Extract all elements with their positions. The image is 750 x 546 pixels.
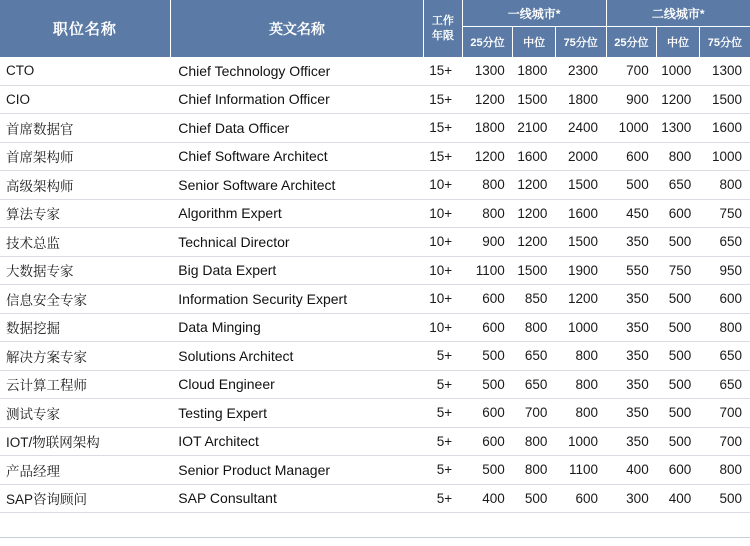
cell-tier1-median: 1500 — [513, 256, 556, 285]
table-row — [0, 342, 750, 371]
cell-position-cn: SAP咨询顾问 — [0, 484, 170, 513]
cell-tier2-median: 750 — [657, 256, 700, 285]
cell-tier1-median: 1200 — [513, 228, 556, 257]
header-position-en: 英文名称 — [170, 0, 423, 57]
cell-tier1-median: 1200 — [513, 199, 556, 228]
cell-position-en: Chief Technology Officer — [170, 57, 423, 85]
cell-years: 5+ — [424, 456, 463, 485]
cell-tier2-p75: 750 — [699, 199, 750, 228]
table-row — [0, 114, 750, 143]
cell-tier1-median: 650 — [513, 370, 556, 399]
table-row — [0, 85, 750, 114]
table-row — [0, 57, 750, 85]
cell-tier1-median: 700 — [513, 399, 556, 428]
cell-tier1-p75: 1000 — [555, 427, 606, 456]
cell-tier2-median: 1000 — [657, 57, 700, 85]
cell-tier1-median: 1500 — [513, 85, 556, 114]
cell-tier1-median: 800 — [513, 456, 556, 485]
cell-tier2-p25: 350 — [606, 427, 657, 456]
cell-tier2-median: 600 — [657, 199, 700, 228]
header-tier1-p25: 25分位 — [462, 27, 513, 58]
cell-position-en: Testing Expert — [170, 399, 423, 428]
cell-tier2-median: 600 — [657, 456, 700, 485]
cell-tier2-p75: 950 — [699, 256, 750, 285]
cell-tier2-median: 1300 — [657, 114, 700, 143]
cell-tier1-median: 1200 — [513, 171, 556, 200]
header-position-cn: 职位名称 — [0, 0, 170, 57]
cell-years: 10+ — [424, 256, 463, 285]
cell-tier2-median: 500 — [657, 427, 700, 456]
cell-position-en: IOT Architect — [170, 427, 423, 456]
cell-tier2-median: 500 — [657, 228, 700, 257]
cell-tier1-median: 1600 — [513, 142, 556, 171]
table-body — [0, 57, 750, 513]
cell-tier1-p25: 800 — [462, 199, 513, 228]
table-row — [0, 142, 750, 171]
cell-years: 15+ — [424, 85, 463, 114]
cell-position-en: Information Security Expert — [170, 285, 423, 314]
cell-tier1-p25: 600 — [462, 313, 513, 342]
cell-tier1-median: 650 — [513, 342, 556, 371]
cell-tier2-median: 500 — [657, 342, 700, 371]
cell-tier1-median: 1800 — [513, 57, 556, 85]
cell-tier2-median: 500 — [657, 399, 700, 428]
cell-position-cn: 解决方案专家 — [0, 342, 170, 371]
cell-tier2-p75: 1000 — [699, 142, 750, 171]
cell-tier2-p75: 800 — [699, 313, 750, 342]
cell-tier1-p25: 1800 — [462, 114, 513, 143]
cell-tier1-p75: 1900 — [555, 256, 606, 285]
header-tier2-p75: 75分位 — [699, 27, 750, 58]
cell-tier1-p25: 1300 — [462, 57, 513, 85]
cell-tier2-p25: 350 — [606, 342, 657, 371]
cell-tier2-median: 1200 — [657, 85, 700, 114]
cell-position-cn: 首席架构师 — [0, 142, 170, 171]
cell-tier1-p25: 500 — [462, 456, 513, 485]
cell-years: 15+ — [424, 142, 463, 171]
cell-tier2-p25: 500 — [606, 171, 657, 200]
header-tier1-median: 中位 — [513, 27, 556, 58]
cell-tier1-p75: 1200 — [555, 285, 606, 314]
table-row — [0, 285, 750, 314]
cell-tier2-p75: 700 — [699, 399, 750, 428]
cell-years: 15+ — [424, 57, 463, 85]
cell-tier2-median: 800 — [657, 142, 700, 171]
table-row — [0, 313, 750, 342]
cell-position-cn: 高级架构师 — [0, 171, 170, 200]
cell-tier1-p25: 800 — [462, 171, 513, 200]
cell-tier1-p25: 500 — [462, 342, 513, 371]
cell-tier2-median: 500 — [657, 370, 700, 399]
cell-position-cn: CTO — [0, 57, 170, 85]
cell-position-en: Big Data Expert — [170, 256, 423, 285]
cell-years: 5+ — [424, 370, 463, 399]
cell-tier2-p25: 350 — [606, 228, 657, 257]
cell-years: 10+ — [424, 313, 463, 342]
cell-tier2-p25: 700 — [606, 57, 657, 85]
cell-tier2-median: 500 — [657, 313, 700, 342]
cell-position-en: Cloud Engineer — [170, 370, 423, 399]
cell-position-en: Algorithm Expert — [170, 199, 423, 228]
cell-tier1-p75: 600 — [555, 484, 606, 513]
cell-tier2-p75: 1300 — [699, 57, 750, 85]
cell-tier1-p25: 600 — [462, 285, 513, 314]
cell-tier1-median: 2100 — [513, 114, 556, 143]
cell-tier1-p25: 1200 — [462, 142, 513, 171]
cell-tier2-p75: 650 — [699, 342, 750, 371]
table-row — [0, 456, 750, 485]
header-row-top — [0, 0, 750, 27]
cell-tier2-p75: 650 — [699, 228, 750, 257]
cell-years: 5+ — [424, 484, 463, 513]
table-row — [0, 256, 750, 285]
table-row — [0, 228, 750, 257]
cell-position-cn: 大数据专家 — [0, 256, 170, 285]
cell-tier1-median: 800 — [513, 313, 556, 342]
cell-position-en: Data Minging — [170, 313, 423, 342]
cell-tier2-p25: 300 — [606, 484, 657, 513]
cell-position-en: SAP Consultant — [170, 484, 423, 513]
cell-tier2-p25: 900 — [606, 85, 657, 114]
cell-tier2-p75: 1600 — [699, 114, 750, 143]
cell-tier1-p75: 1100 — [555, 456, 606, 485]
cell-tier1-p25: 400 — [462, 484, 513, 513]
cell-position-en: Senior Software Architect — [170, 171, 423, 200]
cell-tier1-median: 850 — [513, 285, 556, 314]
cell-years: 5+ — [424, 399, 463, 428]
cell-tier1-p75: 2300 — [555, 57, 606, 85]
cell-tier2-p25: 1000 — [606, 114, 657, 143]
cell-tier1-p25: 500 — [462, 370, 513, 399]
cell-years: 5+ — [424, 342, 463, 371]
cell-position-cn: 测试专家 — [0, 399, 170, 428]
cell-tier2-median: 650 — [657, 171, 700, 200]
table-header — [0, 0, 750, 57]
cell-tier2-p25: 350 — [606, 370, 657, 399]
cell-tier2-median: 400 — [657, 484, 700, 513]
cell-tier2-p75: 650 — [699, 370, 750, 399]
cell-position-cn: 云计算工程师 — [0, 370, 170, 399]
cell-tier1-p25: 1200 — [462, 85, 513, 114]
table-row — [0, 427, 750, 456]
cell-tier2-p25: 550 — [606, 256, 657, 285]
bottom-divider — [0, 537, 750, 538]
cell-tier1-p75: 800 — [555, 399, 606, 428]
cell-tier1-p75: 1600 — [555, 199, 606, 228]
cell-years: 10+ — [424, 171, 463, 200]
header-group-tier2: 二线城市* — [606, 0, 750, 27]
header-tier1-p75: 75分位 — [555, 27, 606, 58]
cell-tier1-p75: 800 — [555, 370, 606, 399]
cell-tier2-p75: 500 — [699, 484, 750, 513]
cell-tier2-p25: 450 — [606, 199, 657, 228]
cell-position-cn: 信息安全专家 — [0, 285, 170, 314]
table-row — [0, 171, 750, 200]
cell-tier2-p75: 800 — [699, 456, 750, 485]
cell-position-en: Chief Information Officer — [170, 85, 423, 114]
cell-tier1-p25: 900 — [462, 228, 513, 257]
cell-position-cn: IOT/物联网架构 — [0, 427, 170, 456]
cell-tier2-p25: 350 — [606, 313, 657, 342]
cell-tier1-p75: 1500 — [555, 171, 606, 200]
cell-years: 5+ — [424, 427, 463, 456]
cell-years: 15+ — [424, 114, 463, 143]
cell-tier1-p75: 1500 — [555, 228, 606, 257]
cell-tier1-p75: 1800 — [555, 85, 606, 114]
cell-tier1-p25: 600 — [462, 399, 513, 428]
cell-position-cn: 产品经理 — [0, 456, 170, 485]
header-tier2-p25: 25分位 — [606, 27, 657, 58]
table-row — [0, 484, 750, 513]
cell-position-cn: 技术总监 — [0, 228, 170, 257]
header-years — [424, 0, 463, 57]
header-group-tier1: 一线城市* — [462, 0, 606, 27]
table-row — [0, 370, 750, 399]
cell-tier2-median: 500 — [657, 285, 700, 314]
cell-tier1-p25: 1100 — [462, 256, 513, 285]
cell-position-en: Chief Software Architect — [170, 142, 423, 171]
cell-tier2-p75: 700 — [699, 427, 750, 456]
cell-tier1-p25: 600 — [462, 427, 513, 456]
header-years-line2: 年限 — [431, 29, 454, 42]
cell-tier2-p75: 800 — [699, 171, 750, 200]
cell-tier2-p75: 1500 — [699, 85, 750, 114]
cell-position-cn: 算法专家 — [0, 199, 170, 228]
cell-tier2-p25: 400 — [606, 456, 657, 485]
cell-years: 10+ — [424, 228, 463, 257]
table-row — [0, 199, 750, 228]
cell-tier2-p25: 600 — [606, 142, 657, 171]
cell-position-en: Senior Product Manager — [170, 456, 423, 485]
cell-tier1-p75: 2400 — [555, 114, 606, 143]
cell-position-cn: 首席数据官 — [0, 114, 170, 143]
cell-tier1-p75: 2000 — [555, 142, 606, 171]
cell-position-cn: CIO — [0, 85, 170, 114]
cell-tier2-p25: 350 — [606, 285, 657, 314]
header-years-line1: 工作 — [431, 14, 454, 27]
cell-position-en: Technical Director — [170, 228, 423, 257]
cell-position-en: Solutions Architect — [170, 342, 423, 371]
cell-tier1-median: 800 — [513, 427, 556, 456]
table-row — [0, 399, 750, 428]
cell-tier1-median: 500 — [513, 484, 556, 513]
cell-tier2-p75: 600 — [699, 285, 750, 314]
cell-years: 10+ — [424, 285, 463, 314]
cell-tier1-p75: 1000 — [555, 313, 606, 342]
cell-years: 10+ — [424, 199, 463, 228]
cell-position-cn: 数据挖掘 — [0, 313, 170, 342]
cell-position-en: Chief Data Officer — [170, 114, 423, 143]
cell-tier1-p75: 800 — [555, 342, 606, 371]
cell-tier2-p25: 350 — [606, 399, 657, 428]
header-tier2-median: 中位 — [657, 27, 700, 58]
